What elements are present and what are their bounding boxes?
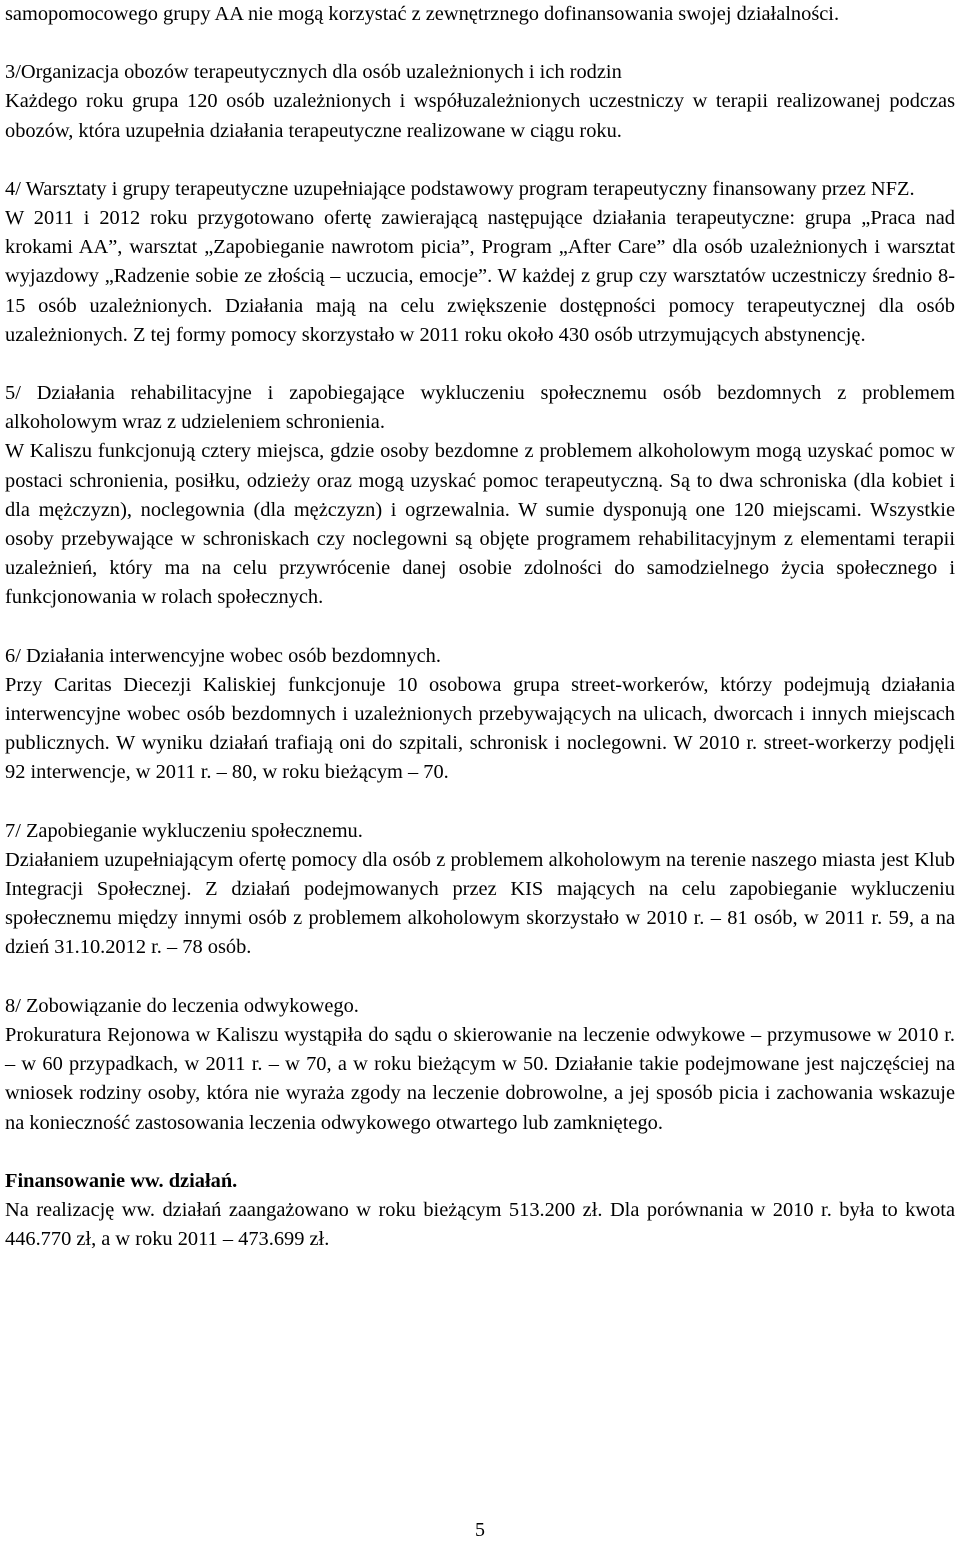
paragraph-spacer — [5, 1138, 955, 1167]
section-6-body: Przy Caritas Diecezji Kaliskiej funkcjonuje 10 osobowa grupa street-workerów, którzy podejmują działania interwencyjne wobec osób bezdomnych i uzależnionych przebywających na ulicach, dworcach i innych miejscach publicznych. W wyniku działań trafiają oni do szpitali, schronisk i noclegowni. W 2010 r. street-workerzy podjęli 92 interwencje, w 2011 r. – 80, w roku bieżącym – 70. — [5, 673, 955, 784]
section-4-heading: 4/ Warsztaty i grupy terapeutyczne uzupełniające podstawowy program terapeutyczny finansowany przez NFZ. — [5, 177, 915, 200]
section-3-body: Każdego roku grupa 120 osób uzależnionych i współuzależnionych uczestniczy w terapii realizowanej podczas obozów, która uzupełnia działania terapeutyczne realizowane w ciągu roku. — [5, 90, 955, 142]
paragraph-intro: samopomocowego grupy AA nie mogą korzystać z zewnętrznego dofinansowania swojej działalności. — [5, 3, 840, 25]
section-6-heading: 6/ Działania interwencyjne wobec osób bezdomnych. — [5, 644, 441, 667]
financing-heading: Finansowanie ww. działań. — [5, 1169, 238, 1192]
paragraph-spacer — [5, 29, 955, 58]
document-page — [5, 0, 955, 1254]
section-5-heading: 5/ Działania rehabilitacyjne i zapobiegające wykluczeniu społecznemu osób bezdomnych z problemem alkoholowym wraz z udzieleniem schronienia. — [5, 382, 955, 434]
paragraph-spacer — [5, 613, 955, 642]
section-7-body: Działaniem uzupełniającym ofertę pomocy dla osób z problemem alkoholowym na terenie naszego miasta jest Klub Integracji Społecznej. Z działań podejmowanych przez KIS mających na celu zapobieganie wykluczeniu społecznemu między innymi osób z problemem alkoholowym skorzystało w 2010 r. – 81 osób, w 2011 r. 59, a na dzień 31.10.2012 r. – 78 osób. — [5, 848, 955, 959]
section-8-body: Prokuratura Rejonowa w Kaliszu wystąpiła do sądu o skierowanie na leczenie odwykowe – przymusowe w 2010 r. – w 60 przypadkach, w 2011 r. – w 70, a w roku bieżącym w 50. Działanie takie podejmowane jest najczęściej na wniosek rodziny osoby, która nie wyraża zgody na leczenie dobrowolne, a jej sposób picia i zachowania wskazuje na konieczność zastosowania leczenia odwykowego otwartego lub zamkniętego. — [5, 1023, 955, 1134]
paragraph-spacer — [5, 146, 955, 175]
page-number: 5 — [475, 1519, 485, 1541]
section-3-heading: 3/Organizacja obozów terapeutycznych dla osób uzależnionych i ich rodzin — [5, 61, 622, 84]
section-7-heading: 7/ Zapobieganie wykluczeniu społecznemu. — [5, 819, 363, 842]
paragraph-spacer — [5, 963, 955, 992]
paragraph-spacer — [5, 788, 955, 817]
section-4-body: W 2011 i 2012 roku przygotowano ofertę zawierającą następujące działania terapeutyczne: grupa „Praca nad krokami AA”, warsztat „Zapobieganie nawrotom picia”, Program „After Care” dla osób uzależnionych i warsztat wyjazdowy „Radzenie sobie ze złością – uczucia, emocje”. W każdej z grup czy warsztatów uczestniczy średnio 8-15 osób uzależnionych. Działania mają na celu zwiększenie dostępności pomocy terapeutycznej dla osób uzależnionych. Z tej formy pomocy skorzystało w 2011 roku około 430 osób utrzymujących abstynencję. — [5, 207, 955, 346]
financing-body: Na realizację ww. działań zaangażowano w roku bieżącym 513.200 zł. Dla porównania w 2010 r. była to kwota 446.770 zł, a w roku 2011 – 473.699 zł. — [5, 1198, 955, 1251]
section-5-body: W Kaliszu funkcjonują cztery miejsca, gdzie osoby bezdomne z problemem alkoholowym mogą uzyskać pomoc w postaci schronienia, posiłku, odzieży oraz mogą uzyskać pomoc terapeutyczną. Są to dwa schroniska (dla kobiet i dla mężczyzn), noclegownia (dla mężczyzn) i ogrzewalnia. W sumie dysponują one 120 miejscami. Wszystkie osoby przebywające w schroniskach czy noclegowni są objęte programem rehabilitacyjnym z elementami terapii uzależnień, który ma na celu przywrócenie danej osobie zdolności do samodzielnego życia społecznego i funkcjonowania w rolach społecznych. — [5, 440, 955, 609]
paragraph-spacer — [5, 350, 955, 379]
section-8-heading: 8/ Zobowiązanie do leczenia odwykowego. — [5, 994, 359, 1017]
